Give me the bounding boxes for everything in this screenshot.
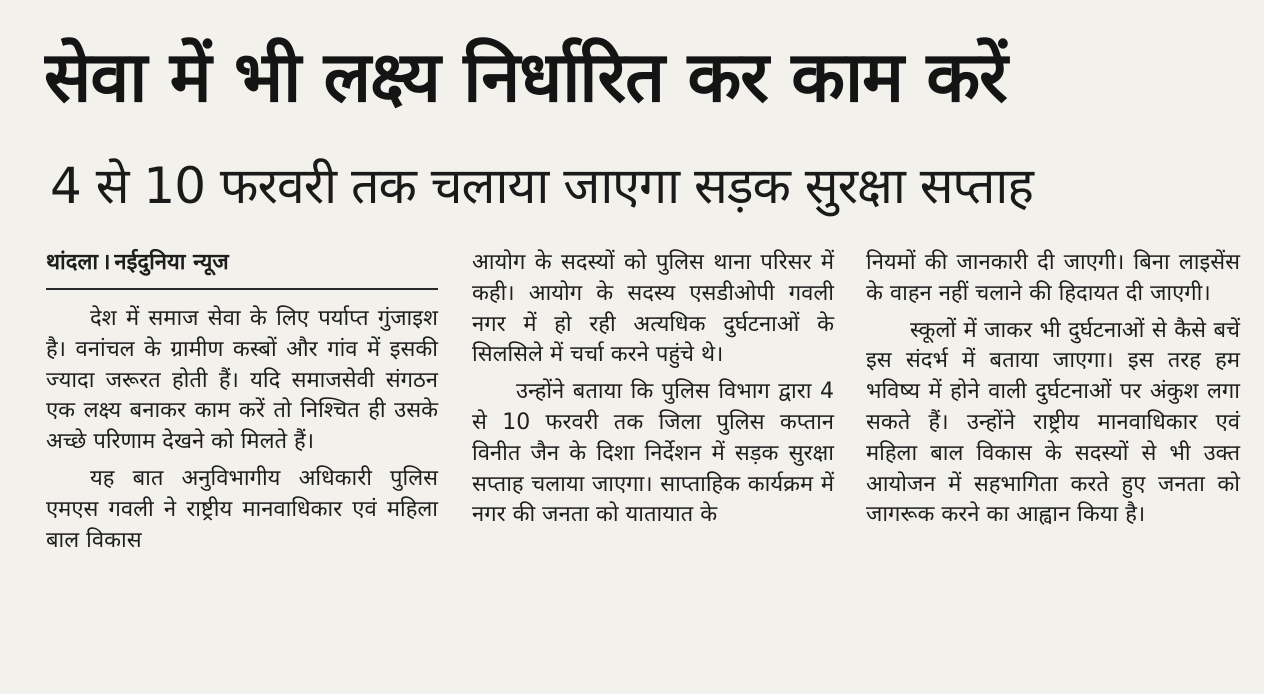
paragraph: नियमों की जानकारी दी जाएगी। बिना लाइसेंस के वाहन नहीं चलाने की हिदायत दी जाएगी।	[866, 250, 1240, 306]
paragraph: देश में समाज सेवा के लिए पर्याप्त गुंजाइश है। वनांचल के ग्रामीण कस्बों और गांव में इसकी ज्यादा जरूरत होती हैं। यदि समाजसेवी संगठन एक लक्ष्य बनाकर काम करें तो निश्चित ही उसके अच्छे परिणाम देखने को मिलते हैं।	[46, 306, 438, 455]
paragraph: यह बात अनुविभागीय अधिकारी पुलिस एमएस गवली ने राष्ट्रीय मानवाधिकार एवं महिला बाल विकास	[46, 465, 438, 553]
paragraph: आयोग के सदस्यों को पुलिस थाना परिसर में कही। आयोग के सदस्य एसडीओपी गवली नगर में हो रही अत्यधिक दुर्घटनाओं के सिलसिले में चर्चा करने पहुंचे थे।	[472, 250, 834, 368]
dateline-separator: ।	[102, 250, 111, 275]
dateline-place: थांदला	[46, 250, 99, 275]
article-column-1	[46, 248, 438, 556]
paragraph: उन्होंने बताया कि पुलिस विभाग द्वारा 4 से 10 फरवरी तक जिला पुलिस कप्तान विनीत जैन के दिशा निर्देशन में सड़क सुरक्षा सप्ताह चलाया जाएगा। साप्ताहिक कार्यक्रम में नगर की जनता को यातायात के	[472, 379, 834, 528]
dateline-source: नईदुनिया न्यूज	[114, 250, 229, 275]
article-column-2	[472, 248, 834, 531]
paragraph: स्कूलों में जाकर भी दुर्घटनाओं से कैसे बचें इस संदर्भ में बताया जाएगा। इस तरह हम भविष्य में होने वाली दुर्घटनाओं पर अंकुश लगा सकते हैं। उन्होंने राष्ट्रीय मानवाधिकार एवं महिला बाल विकास के सदस्यों से भी उक्त आयोजन में सहभागिता करते हुए जनता को जागरूक करने का आह्वान किया है।	[866, 317, 1240, 528]
article-headline: सेवा में भी लक्ष्य निर्धारित कर काम करें	[44, 36, 1007, 118]
article-subheadline: 4 से 10 फरवरी तक चलाया जाएगा सड़क सुरक्षा सप्ताह	[50, 157, 1033, 215]
dateline	[46, 248, 438, 290]
article-column-3	[866, 248, 1240, 531]
